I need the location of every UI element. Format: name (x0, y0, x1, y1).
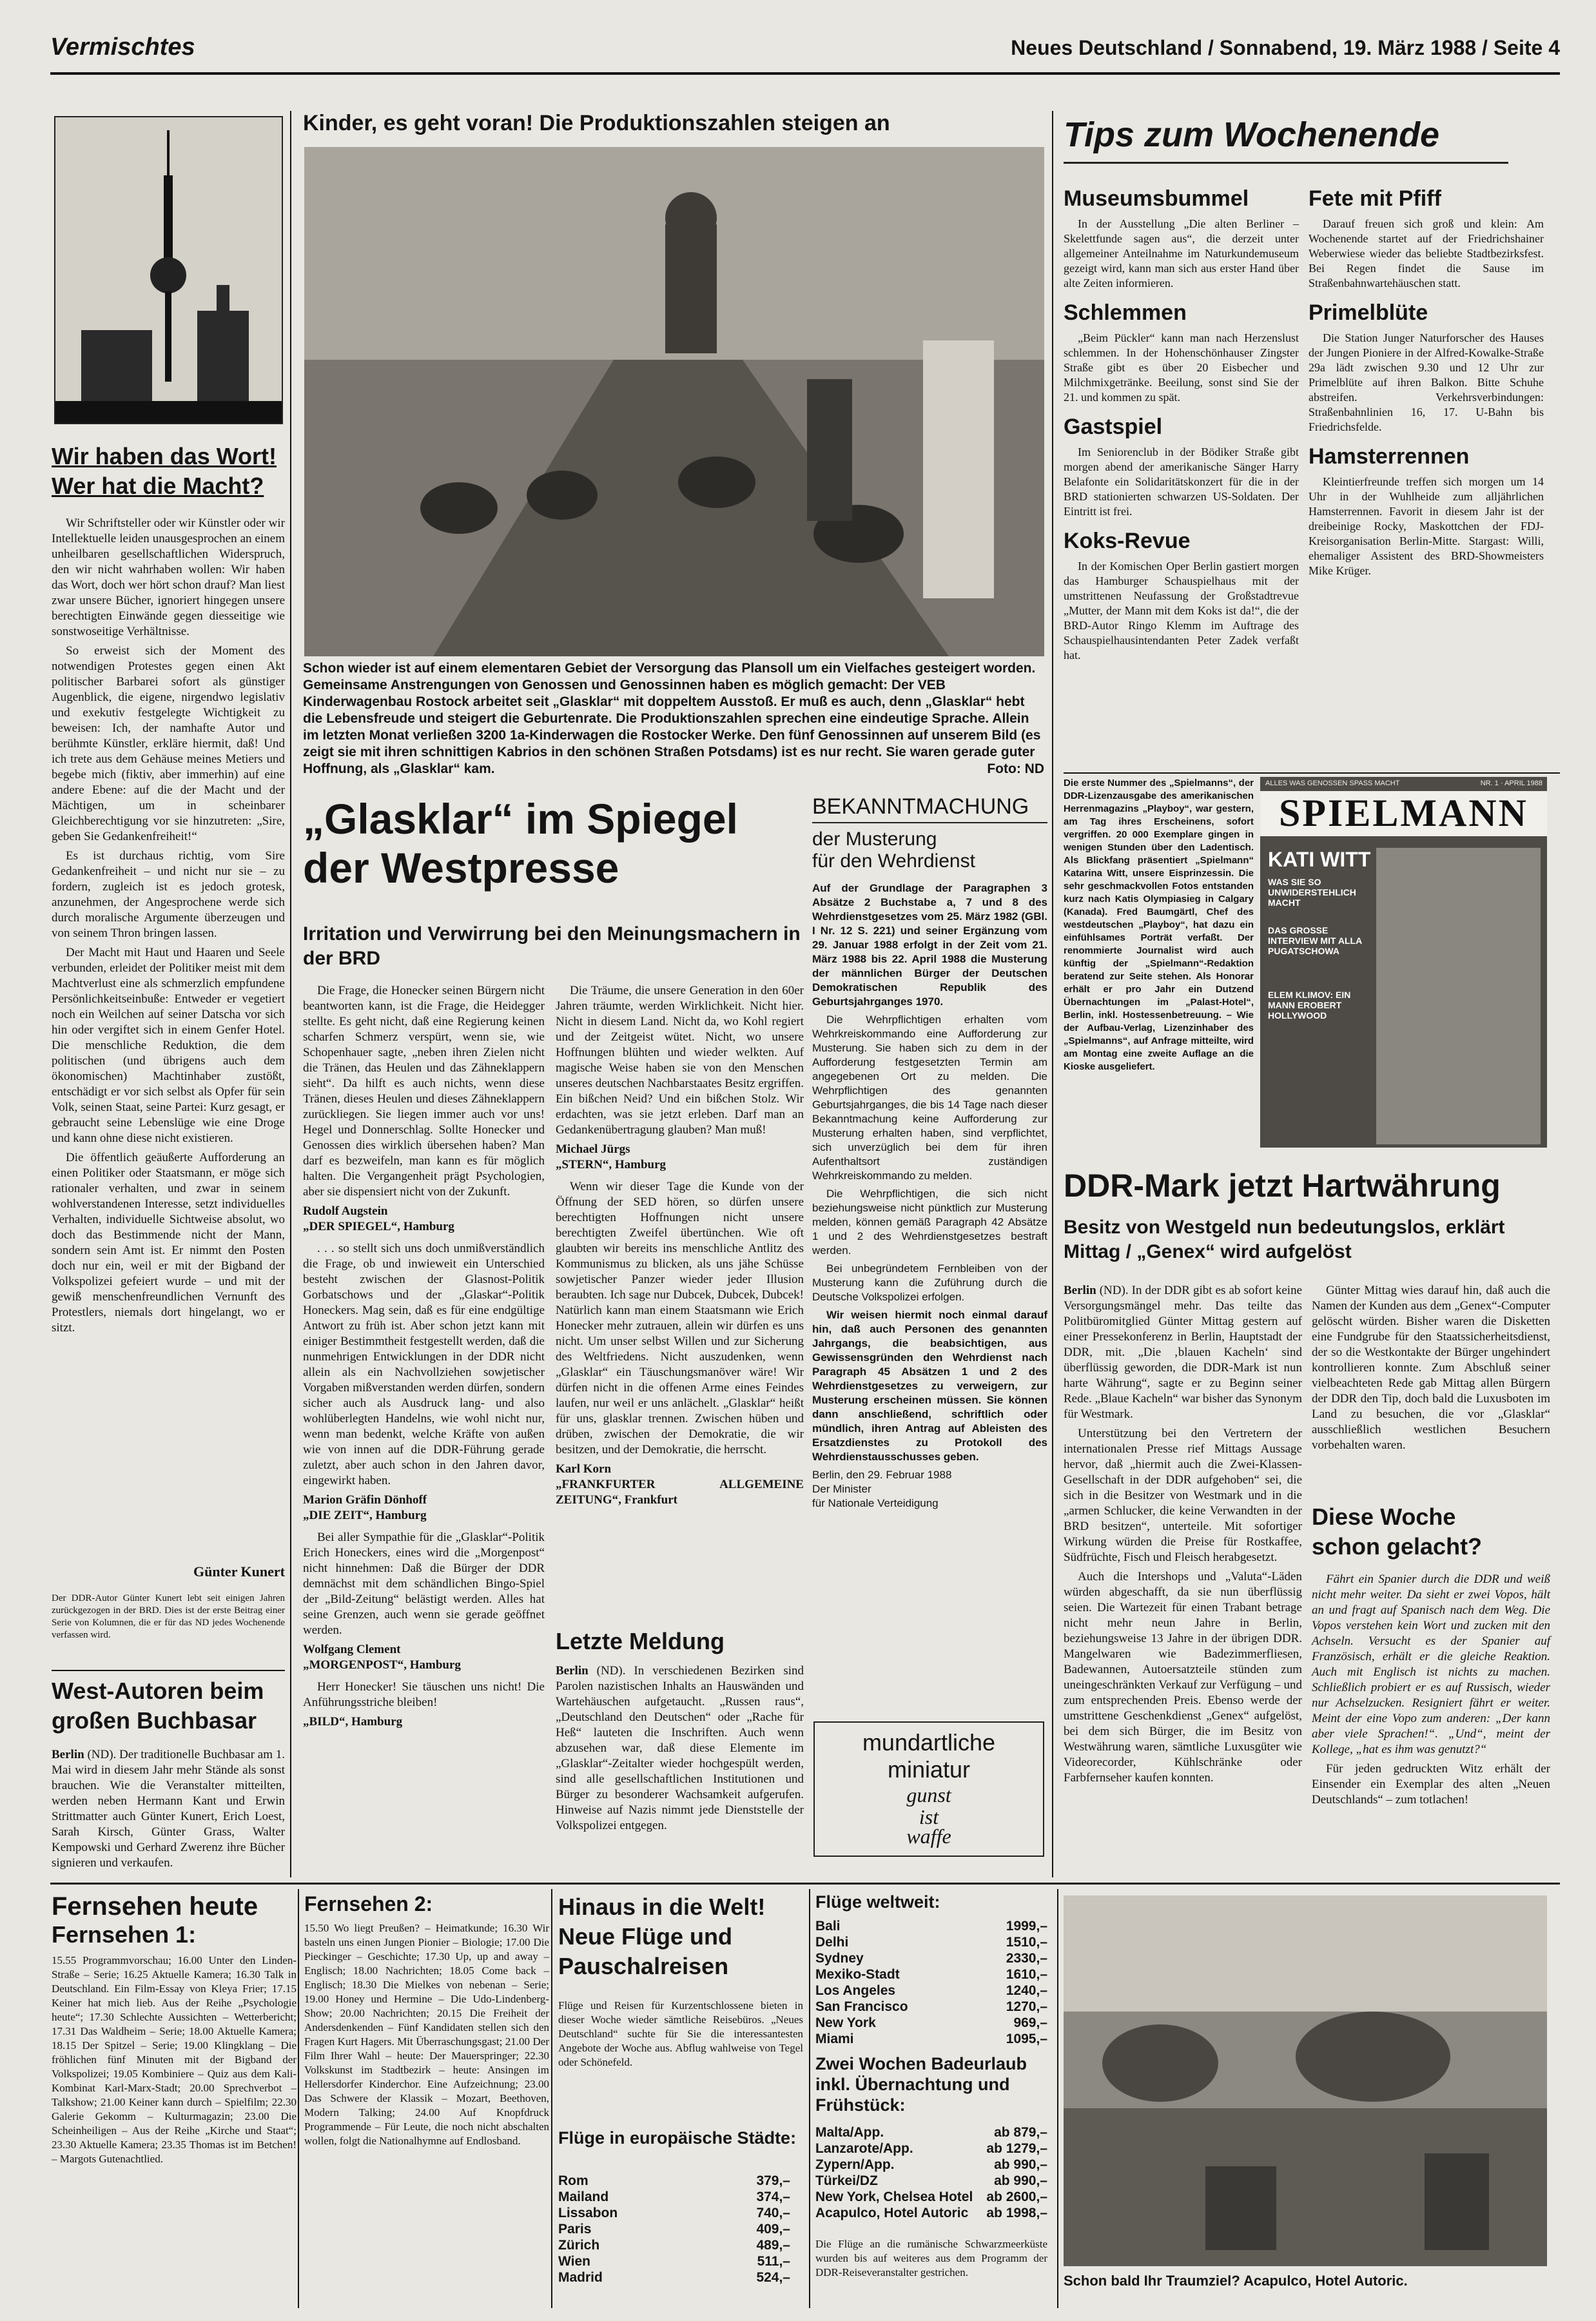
westautoren-title (52, 1676, 285, 1741)
price: 1610,– (1006, 1967, 1047, 1982)
source-name: Wolfgang Clement (303, 1643, 401, 1656)
paragraph: Bei unbegründetem Fernbleiben von der Musterung kann die Zuführung durch die Deutsche Volkspolizei erfolgen. (812, 1262, 1047, 1303)
destination: Bali (815, 1919, 841, 1934)
divider (52, 1670, 285, 1671)
miniatur-title-line2: miniatur (887, 1756, 971, 1783)
stroller-photo (304, 147, 1044, 656)
europa-title: Flüge in europäische Städte: (558, 2128, 797, 2148)
source-paper: „STERN“, Hamburg (556, 1158, 667, 1171)
tips-fete-title: Fete mit Pfiff (1309, 186, 1441, 211)
tips-gastspiel-title: Gastspiel (1064, 415, 1163, 439)
letzte-meldung-body (556, 1663, 804, 1879)
kunert-title (52, 442, 285, 506)
destination: San Francisco (815, 1999, 908, 2014)
tips-col1 (1064, 181, 1299, 787)
paragraph: Kleintierfreunde treffen sich morgen um 14 Uhr in der Wuhlheide zum alljährlichen Hamsterrennen. Favorit in diesem Jahr ist der dreibeinige Rocky, Maskottchen der FDJ-Kreisorganisation Berlin-Mitte. Stargast: Willi, ehemaliger Assistent des BRD-Showmeisters Mike Krüger. (1309, 475, 1544, 577)
tv-tower-icon (55, 117, 282, 423)
spanier-title-line1: Diese Woche (1312, 1503, 1456, 1530)
miniatur-poem-line1: gunst (906, 1783, 951, 1807)
hinaus-title (558, 1892, 803, 1989)
glasklar-col2 (556, 983, 804, 1525)
destination: Acapulco, Hotel Autoric (815, 2206, 969, 2220)
source-name: Marion Gräfin Dönhoff (303, 1493, 427, 1507)
glasklar-col1 (303, 983, 545, 1879)
destination: Delhi (815, 1935, 849, 1950)
cover-title: SPIELMANN (1260, 791, 1547, 836)
fluege-title: Flüge weltweit: (815, 1892, 940, 1912)
paragraph: . . . so stellt sich uns doch unmißverständlich die Frage, ob und inwieweit ein Unterschied besteht zwischen der Glasnost-Politik Gorbatschows und der „Glaskar“-Politik Honeckers. Mag sein, daß es für eine endgültige Antwort zu früh ist. Aber schon jetzt kann mit einiger Bestimmtheit festgestellt werden, daß die nunmehrigen Entwicklungen in der DDR nicht allein als ein Nachvollziehen sowjetischer Vorgaben mißverstanden werden dürfen, sondern sicher auch als Ausdruck lang- und also wohlüberlegten Handelns, wie wohl nicht nur, wenn man bedenkt, welche Kräfte von außen wie von innen auf die DDR-Führung gerade zuletzt, aber auch schon in den Jahren davor, eingewirkt haben. (303, 1242, 545, 1487)
glasklar-title-line2: der Westpresse (303, 844, 619, 892)
bekanntmachung-box (812, 794, 1047, 1710)
price: ab 990,– (994, 2173, 1047, 2188)
destination: New York, Chelsea Hotel (815, 2189, 973, 2204)
letzte-meldung-text: (ND). In verschiedenen Bezirken sind Parolen nazistischen Inhalts an Hauswänden und Wartehäuschen aufgetaucht. „Russen raus“, „Deutschland den Deutschen“ oder „Rache für Heß“ lauteten die Inschriften. Auch wenn abzusehen war, daß diese Elemente im „Glasklar“-Zeitalter wieder hochgespült werden, sind alle gesellschaftlichen Institutionen und Bürger zu besonderer Wachsamkeit aufgerufen. Hinweise auf Nazis nimmt jede Dienststelle der Volkspolizei entgegen. (556, 1664, 804, 1832)
westautoren-title-line1: West-Autoren beim (52, 1678, 264, 1704)
column-rule (298, 1889, 299, 2308)
cover-line3: DAS GROSSE INTERVIEW MIT ALLA PUGATSCHOWA (1268, 925, 1362, 956)
ddrmark-p1: (ND). In der DDR gibt es ab sofort keine Versorgungsmängel mehr. Das teilte das Politbüromitglied Günter Mittag gestern auf einer Pressekonferenz in Berlin, Hauptstadt der DDR, mit. „Die ‚blauen Kacheln‘ sind überflüssig geworden, die DDR-Mark ist nun harte Währung“, sagte er zu Beginn seiner Rede. „Blaue Kacheln“ war bisher das Synonym für Westmark. (1064, 1284, 1303, 1421)
bekanntmachung-kicker: BEKANNTMACHUNG (812, 794, 1047, 823)
paragraph: Es ist durchaus richtig, vom Sire Gedankenfreiheit – und nicht nur sie – zu fordern, zugleich ist es jedoch grotesk, anzunehmen, der Angesprochene werde sich durch moralische Argumente überzeugen und von seinem Thron bringen lassen. (52, 849, 285, 940)
price-row (815, 2015, 1047, 2031)
source-paper: „BILD“, Hamburg (303, 1715, 403, 1729)
sign-place-date: Berlin, den 29. Februar 1988 (812, 1469, 952, 1481)
bade-list (815, 2124, 1047, 2228)
photo-caption (303, 660, 1044, 776)
paragraph: Wenn wir dieser Tage die Kunde von der Öffnung der SED hören, so dürfen unsere berechtigten Hoffnungen nicht unsere berechtigten Zweifel übertünchen. Wie oft glaubten wir bereits ins menschliche Antlitz des Kommunismus zu blicken, als uns jähe Schüsse sowjetischer Panzer wieder jeder Illusion beraubten. Ich sage nur Dubcek, Dubcek, Dubcek! Natürlich kann man einem Staatsmann wie Erich Honecker mehr zutrauen, allein wir dürfen es uns nicht. Um unser selbst Willen und zur Sicherung des Weltfriedens. Nicht auszudenken, wenn „Glasklar“ ein Täuschungsmanöver wäre! Wir dürfen nicht in die offenen Arme eines Feindes laufen, nur weil er uns anlächelt. „Glasklar“ heißt für uns, glasklar trennen. Zwischen hüben und drüben, zwischen der Demokratie, die wir besitzen, und der Demokratie, die herrscht. (556, 1180, 804, 1456)
price-row (558, 2237, 790, 2253)
paragraph: So erweist sich der Moment des notwendigen Protestes gegen einen Akt politischer Barbarei sofort als günstiger Augenblick, die eigene, nirgendwo legislativ und exekutiv festgelegte Wichtigkeit zu beweisen: Ich, der namhafte Autor und berühmte Künstler, erkläre hiermit, daß! Und ich trete aus dem Gehäuse meines Metiers und begebe mich (fiktiv, aber immerhin) auf eine andere Ebene: auf die der Macht und der Mächtigen, um in scheinbarer Gleichberechtigung vor sie hinzutreten: „Sire, geben Sie Gedankenfreiheit!“ (52, 644, 285, 843)
destination: Türkei/DZ (815, 2173, 878, 2188)
paragraph: Die Frage, die Honecker seinen Bürgern nicht beantworten kann, ist die Frage, die Heidegger stellte. Es geht nicht, daß eine Regierung keinen scharfen Schmerz verspürt, wenn sie, wie Schopenhauer sagte, „neben ihren Zielen nicht die Tränen, das Heulen und das Zähneklappern sieht“. Da hilft es auch nichts, wenn diese Tränen, dieses Heulen und dieses Zähneklappern zurückliegen. Sie liegen immer auch vor uns! Hegel und Donnerschlag. Sollte Honecker und Genossen dies wirklich übersehen haben? Man darf es bezweifeln, man kann es für möglich halten. Die Vergangenheit prägt Psychologien, aber sie dispensiert nicht von der Zukunft. (303, 984, 545, 1199)
column-rule (1057, 1889, 1058, 2308)
price-row (815, 1918, 1047, 1934)
paragraph (1064, 1283, 1302, 1422)
hinaus-title-line2: Neue Flüge und (558, 1923, 732, 1950)
source-paper: „DER SPIEGEL“, Hamburg (303, 1220, 454, 1233)
tips-title: Tips zum Wochenende (1064, 115, 1508, 164)
fluege-note: Die Flüge an die rumänische Schwarzmeerküste wurden bis auf weiteres aus dem Programm der DDR-Reiseveranstalter gestrichen. (815, 2238, 1047, 2278)
fernsehen1-body: 15.55 Programmvorschau; 16.00 Unter den Linden-Straße – Serie; 16.25 Aktuelle Kamera; 16.30 Talk in Deutschland. Ein Film-Essay von Kleya Frier; 17.15 Keiner hat mich lieb. Aus der Reihe „Psychologie heute“; 17.30 Schlechte Aussichten – Wetterbericht; 17.31 Das Waldheim – Serie; 18.00 Aktuelle Kamera; 18.15 Der Spitzel – Serie; 19.00 Klingklang – Die fröhlichen fünf Minuten mit der Bigband der Volkspolizei; 19.05 Kombiniere – Quiz aus dem Kali-Kombinat Karl-Marx-Stadt; 20.00 Sprechverbot – Talkshow; 21.00 Keiner kann durch – Spielfilm; 22.30 Galerie Gekomm – Kulturmagazin; 23.00 Die Scheinheiligen – Aus der Reihe „Kirche und Staat“; 23.30 Aktuelle Kamera; 23.35 Thomas ist im Betchen! – Margots Gutenachtlied. (52, 1954, 297, 2165)
pool-photo (1064, 1895, 1547, 2266)
letzte-meldung-title: Letzte Meldung (556, 1628, 725, 1654)
source-paper: „FRANKFURTER ALLGEMEINE ZEITUNG“, Frankfurt (556, 1478, 804, 1507)
stroller-photo-image (304, 147, 1044, 656)
destination: Rom (558, 2173, 589, 2188)
price: 374,– (756, 2189, 790, 2204)
westautoren-title-line2: großen Buchbasar (52, 1707, 257, 1734)
paragraph: „Beim Pückler“ kann man nach Herzenslust schlemmen. In der Hohenschönhauser Zingster Straße gibt es über 20 Eisbecher und Milchmixgetränke. Beeilung, sonst sind Sie der 21. und kommen zu spät. (1064, 331, 1299, 404)
hinaus-title-line1: Hinaus in die Welt! (558, 1894, 766, 1920)
divider (1064, 772, 1560, 774)
fernsehen-title: Fernsehen heute (52, 1892, 258, 1921)
tips-hamster-title: Hamsterrennen (1309, 444, 1470, 469)
price-row (815, 2173, 1047, 2189)
kunert-author: Günter Kunert (193, 1563, 285, 1580)
price: 409,– (756, 2222, 790, 2237)
source-name: Rudolf Augstein (303, 1204, 388, 1218)
section-title: Vermischtes (50, 34, 195, 61)
glasklar-subtitle: Irritation und Verwirrung bei den Meinungsmachern in der BRD (303, 923, 801, 969)
price-row (815, 2157, 1047, 2173)
ddrmark-col2 (1312, 1283, 1550, 1496)
paragraph: Die Wehrpflichtigen, die sich nicht beziehungsweise nicht pünktlich zur Musterung melden, können gemäß Paragraph 42 Absätze 1 und 2 des Wehrdienstgesetzes bestraft werden. (812, 1188, 1047, 1257)
spielmann-cover (1260, 777, 1547, 1148)
miniatur-poem-line3: waffe (906, 1825, 951, 1848)
price-row (815, 2124, 1047, 2140)
kunert-title-line2: Wer hat die Macht? (52, 473, 264, 499)
price-row (815, 1950, 1047, 1966)
destination: Paris (558, 2222, 592, 2237)
paragraph: Unterstützung bei den Vertretern der internationalen Presse rief Mittags Aussage hervor, daß „hiermit auch die Zwei-Klassen-Gesellschaft in der DDR aufgehoben“ sei, die sich in die Besitzer von Westmark und in die „armen Schlucker, die keine Verwandten in der BRD besitzen“, unterteile. Mit sofortiger Wirkung würden die Preise für Rostkaffee, Südfrüchte, Fisch und Fleisch herabgesetzt. (1064, 1427, 1302, 1564)
destination: Lissabon (558, 2206, 618, 2220)
price: 511,– (757, 2254, 790, 2269)
glasklar-title-line1: „Glasklar“ im Spiegel (303, 795, 738, 843)
destination: Los Angeles (815, 1983, 896, 1998)
source-paper: „DIE ZEIT“, Hamburg (303, 1509, 427, 1522)
ddrmark-title: DDR-Mark jetzt Hartwährung (1064, 1168, 1501, 1204)
price-row (558, 2253, 790, 2269)
destination: Miami (815, 2032, 854, 2046)
destination: Wien (558, 2254, 590, 2269)
price-row (815, 2205, 1047, 2221)
column-rule (290, 111, 291, 1877)
price: 1240,– (1006, 1983, 1047, 1998)
destination: Sydney (815, 1951, 864, 1966)
miniatur-poem-line2: ist (919, 1805, 939, 1828)
price: ab 1279,– (986, 2141, 1047, 2156)
westautoren-body (52, 1747, 285, 1879)
price: 489,– (756, 2238, 790, 2253)
kunert-body (52, 516, 285, 1560)
hinaus-body: Flüge und Reisen für Kurzentschlossene bieten in dieser Woche wieder sämtliche Reisebüros. „Neues Deutschland“ suchte für Sie die interessantesten Angebote der Woche aus. Abflug wahlweise von Tegel oder Schönefeld. (558, 1999, 803, 2068)
ddrmark-subtitle: Besitz von Westgeld nun bedeutungslos, erklärt Mittag / „Genex“ wird aufgelöst (1064, 1217, 1505, 1262)
paragraph: Herr Honecker! Sie täuschen uns nicht! Die Anführungsstriche bleiben! (303, 1680, 545, 1709)
sign-ministry: für Nationale Verteidigung (812, 1497, 939, 1509)
bade-title: Zwei Wochen Badeurlaub inkl. Übernachtung und Frühstück: (815, 2054, 1027, 2115)
price-row (815, 1934, 1047, 1950)
price: 2330,– (1006, 1951, 1047, 1966)
price: ab 990,– (994, 2157, 1047, 2172)
paragraph: In der Komischen Oper Berlin gastiert morgen das Hamburger Schauspielhaus mit der umstrittenen Neufassung der Großstadtrevue „Mutter, der Mann mit dem Koks ist da!“, die der BRD-Autor Ringo Klemm im Auftrage des Schauspielhausintendanten Peter Zadek verfaßt hat. (1064, 560, 1299, 661)
cover-line2: WAS SIE SO UNWIDERSTEHLICH MACHT (1268, 877, 1356, 908)
source-name: Karl Korn (556, 1462, 612, 1476)
price: ab 879,– (994, 2125, 1047, 2140)
price: 1270,– (1006, 1999, 1047, 2014)
price: ab 1998,– (986, 2206, 1047, 2220)
price-row (815, 2140, 1047, 2157)
tv-tower-illustration (54, 116, 283, 424)
miniatur-box (813, 1721, 1044, 1857)
column-rule (1052, 111, 1053, 1877)
glasklar-title (303, 794, 806, 904)
dateline: Berlin (52, 1748, 84, 1761)
price: 969,– (1013, 2015, 1047, 2030)
price: 740,– (756, 2206, 790, 2220)
destination: Malta/App. (815, 2125, 884, 2140)
price-row (558, 2173, 790, 2189)
tips-col2 (1309, 181, 1544, 787)
cover-issue: NR. 1 · APRIL 1988 (1480, 779, 1542, 787)
paragraph: Die Station Junger Naturforscher des Hauses der Jungen Pioniere in der Alfred-Kowalke-Straße 29a lädt zwischen 9.30 und 12 Uhr zur Primelblüte auf ihren Balkon. Bitte Schuhe abstreifen. Verkehrsverbindungen: Straßenbahnlinien 16, 17. U-Bahn bis Friedrichsfelde. (1309, 331, 1544, 433)
destination: Zypern/App. (815, 2157, 895, 2172)
westautoren-text: (ND). Der traditionelle Buchbasar am 1. Mai wird in diesem Jahr mehr Stände als sonst brauchen. Wie die Veranstalter mitteilten, werden neben Hermann Kant und Erwin Strittmatter auch Günter Kunert, Erich Loest, Sarah Kirsch, Günter Grass, Walter Kempowski und Gerhard Zwerenz ihre Bücher signieren und verkaufen. (52, 1748, 285, 1870)
destination: Mailand (558, 2189, 609, 2204)
spanier-title (1312, 1502, 1550, 1567)
destination: Mexiko-Stadt (815, 1967, 900, 1982)
price-row (558, 2189, 790, 2205)
destination: Madrid (558, 2270, 603, 2285)
paragraph: Die Träume, die unsere Generation in den 60er Jahren träumte, werden Wirklichkeit. Nicht hier. Nicht in diesem Land. Nicht da, wo Kohl regiert und der Zeitgeist wütet. Nicht, wo unsere Hoffnungen blühten und wieder welkten. Auf magische Weise haben sie von den Menschen unseres deutschen Nachbarstaates Besitz ergriffen. Ein bißchen Neid? Und ein bißchen Stolz. Wir erdachten, was sie jetzt erleben. Darf man an Gedankenübertragung glauben? Man muß! (556, 984, 804, 1137)
europa-list (558, 2173, 790, 2302)
price-row (558, 2205, 790, 2221)
kunert-note: Der DDR-Autor Günter Kunert lebt seit einigen Jahren zurückgezogen in der BRD. Dies ist der erste Beitrag einer Serie von Kolumnen, die er für das ND jedes Wochenende verfassen wird. (52, 1593, 285, 1640)
paragraph: Darauf freuen sich groß und klein: Am Wochenende startet auf der Friedrichshainer Weberwiese wieder das beliebte Stadtbezirksfest. Bei Regen findet die Sause im Straßenbahnwartehäuschen statt. (1309, 217, 1544, 289)
destination: Lanzarote/App. (815, 2141, 913, 2156)
cover-photo (1376, 848, 1541, 1144)
paragraph: Bei aller Sympathie für die „Glasklar“-Politik Erich Honeckers, eines wird die „Morgenpost“ nicht hinnehmen: Daß die Bürger der DDR demnächst mit dem schändlichen Bingo-Spiel der „Bild-Zeitung“ belästigt werden. Alles hat seine Grenzen, auch wenn sie gerade geöffnet werden. (303, 1531, 545, 1637)
tips-koks-title: Koks-Revue (1064, 529, 1191, 553)
tips-museum-title: Museumsbummel (1064, 186, 1249, 211)
destination: Zürich (558, 2238, 600, 2253)
column-rule (551, 1889, 552, 2308)
price-row (815, 1983, 1047, 1999)
spielmann-text: Die erste Nummer des „Spielmanns“, der DDR-Lizenzausgabe des amerikanischen Herrenmagazins „Playboy“, war gestern, am Tag ihres Erscheinens, sofort vergriffen. 20 000 Exemplare gingen in wenigen Stunden über den Ladentisch. Als Blickfang präsentiert „Spielmann“ Katarina Witt, unsere Eisprinzessin. Die sehr geschmackvollen Fotos entstanden kurz nach Katis Olympiasieg in Calgary (Kanada). Fred Baumgärtl, Chef des westdeutschen „Playboy“, hat dazu ein einfühlsames Porträt verfaßt. Der renommierte Journalist wird auch künftig der „Spielmann“-Redaktion beratend zur Seite stehen. Als Honorar erhält er pro Jahr ein Dutzend Übernachtungen im „Palast-Hotel“, Berlin, inkl. Hostessenbetreuung. – Wie der Aufbau-Verlag, Lizenzinhaber des „Spielmanns“, auf Anfrage mitteilte, wird am Montag eine zweite Auflage an die Kioske ausgeliefert. (1064, 778, 1254, 1072)
column-rule (809, 1889, 810, 2308)
destination: New York (815, 2015, 876, 2030)
paragraph: Die öffentlich geäußerte Aufforderung an einen Politiker oder Staatsmann, er möge sich rationaler verhalten, und zwar in seinem wohlverstandenen Interesse, setzt individuelles Verhalten, individuelle Sichtweise absolut, wo doch das Bestimmende nicht der Mann, sondern sein Amt ist. Er nimmt den Posten doch nur ein, weil er mit der Bigband der Volkspolizei gefeiert wurde – und mit der gewiß menschenfreundlichen Vernunft des Protestlers, niemals dort hingelangt, wo er sitzt. (52, 1151, 285, 1335)
paragraph: In der Ausstellung „Die alten Berliner – Skelettfunde sagen aus“, die derzeit unter allgemeiner Anteilnahme im Naturkundemuseum gezeigt wird, kann man sich aus erster Hand über alte Zeiten informieren. (1064, 217, 1299, 289)
paragraph: Der Macht mit Haut und Haaren und Seele verbunden, erleidet der Politiker meist mit dem Machtverlust eine als schmerzlich empfundene Persönlichkeitseinbuße: Entweder er vegetiert noch ein Weilchen auf seiner Datscha vor sich hin oder vergiftet sich in einem Genfer Hotel. Die menschliche Reduktion, die dem politischen (und übrigens auch dem ökonomischen) Machtinhaber zustößt, entschädigt er vor sich selbst als Opfer für sein Volk, seinen Staat, seine Partei: Kurz gesagt, er gebraucht seine Lebenslüge wie eine Droge und kann ohne diese nicht existieren. (52, 946, 285, 1145)
dateline: Berlin (1064, 1284, 1096, 1297)
bekanntmachung-body (812, 881, 1047, 1511)
cover-line1: KATI WITT (1268, 848, 1371, 871)
price-row (815, 1999, 1047, 2015)
miniatur-title-line1: mundartliche (862, 1729, 996, 1756)
price: 1999,– (1006, 1919, 1047, 1934)
ddrmark-col1 (1064, 1283, 1302, 1876)
dateline: Berlin (556, 1664, 589, 1678)
section-rule (50, 1883, 1560, 1885)
fernsehen2-title: Fernsehen 2: (304, 1892, 433, 1915)
bekanntmachung-title-line1: der Musterung (812, 828, 937, 850)
pool-photo-image (1064, 1895, 1547, 2266)
spanier-title-line2: schon gelacht? (1312, 1533, 1483, 1560)
price: 524,– (756, 2270, 790, 2285)
tips-schlemmen-title: Schlemmen (1064, 300, 1187, 325)
price-row (815, 1966, 1047, 1983)
sign-role: Der Minister (812, 1483, 871, 1495)
paragraph: Wir Schriftsteller oder wir Künstler oder wir Intellektuelle leiden unausgesprochen an einem unheilbaren gesellschaftlichen Widerspruch, den wir nicht wahrhaben wollen: Wir haben das Wort, doch wer hört schon drauf? Man liest zwar unsere Bücher, ignoriert hingegen unsere berechtigten Einwände gegen diesseitige wie sonstwoseitige Verhältnisse. (52, 516, 285, 638)
paragraph: Fährt ein Spanier durch die DDR und weiß nicht mehr weiter. Da sieht er zwei Vopos, hält an und fragt auf Spanisch nach dem Weg. Die Vopos verstehen kein Wort und zucken mit den Achseln. Versucht es der Spanier auf Französisch, erhält er die gleiche Reaktion. Auch mit Englisch ist nichts zu machen. Schließlich probiert er es auf Russisch, wieder nur Achselzucken. Resigniert fährt er weiter. Meint der eine Vopo zum anderen: „Der kann aber viele Sprachen!“. „Und“, meint der Kollege, „hat es ihm was genutzt?“ (1312, 1572, 1550, 1756)
paragraph: Für jeden gedruckten Witz erhält der Einsender ein Exemplar des alten „Neuen Deutschlands“ – zum totlachen! (1312, 1762, 1550, 1807)
masthead-rule (50, 72, 1560, 75)
photo-credit: Foto: ND (987, 761, 1044, 776)
kunert-title-line1: Wir haben das Wort! (52, 443, 277, 469)
price-row (558, 2269, 790, 2286)
price-row (815, 2189, 1047, 2205)
price: 1095,– (1006, 2032, 1047, 2046)
paragraph: Im Seniorenclub in der Bödiker Straße gibt morgen abend der amerikanische Sänger Harry Belafonte ein Solidaritätskonzert für die in der BRD stationierten schwarzen US-Soldaten. Der Eintritt ist frei. (1064, 446, 1299, 518)
fernsehen2-body: 15.50 Wo liegt Preußen? – Heimatkunde; 16.30 Wir basteln uns einen Jungen Pionier – Biologie; 17.00 Die Pieckinger – Geschichte; 17.30 Up, up and away – Englisch; 18.00 Nachrichten; 18.05 Come back – Englisch; 18.30 Die Mielkes von nebenan – Serie; 19.00 Honey und Hermine – Die Udo-Lindenberg-Show; 20.00 Nachrichten; 20.15 Die Freiheit der Andersdenkenden – Fünf Kandidaten stellen sich den Fragen Kurt Hagers. Mit Überraschungsgast; 21.00 Der Film Ihrer Wahl – heute: Der Mauerspringer; 22.30 Volkskunst im Stadtbezirk – heute: Ansingen im Hellersdorfer Kinderchor. Eine Aufzeichnung; 23.00 Das Schwere der Klassik – Mozart, Beethoven, Modern Talking; 24.00 Auf Knopfdruck Programmende – Für Leute, die noch nicht abschalten wollen, folgt die Nationalhymne auf Endlosband. (304, 1922, 549, 2147)
world-list (815, 1918, 1047, 2053)
cover-line4: ELEM KLIMOV: EIN MANN EROBERT HOLLYWOOD (1268, 990, 1351, 1021)
spanier-body (1312, 1572, 1550, 1878)
price-row (815, 2031, 1047, 2047)
tips-primel-title: Primelblüte (1309, 300, 1428, 325)
pool-caption: Schon bald Ihr Traumziel? Acapulco, Hotel Autoric. (1064, 2273, 1408, 2289)
fernsehen1-subtitle: Fernsehen 1: (52, 1921, 197, 1948)
price: 379,– (756, 2173, 790, 2188)
paragraph: Günter Mittag wies darauf hin, daß auch die Namen der Kunden aus dem „Genex“-Computer gelöscht würden. Bisher waren die Disketten eine Fundgrube für den Staatssicherheitsdienst, der so die Westkontakte der Bürger ungehindert kontrollieren konnte. Zum Abschluß seiner vielbeachteten Rede gab Mittag allen Bürgern der DDR den Tip, doch bald die Luxusboten im Land zu besuchen, die vor „Glasklar“ ausschließlich westlichen Besuchern vorbehalten waren. (1312, 1284, 1550, 1452)
price-row (558, 2221, 790, 2237)
hinaus-title-line3: Pauschalreisen (558, 1953, 729, 1979)
paragraph: Auch die Intershops und „Valuta“-Läden würden abgeschafft, da sie nun überflüssig seien. Die Wartezeit für einen Trabant betrage nicht mehr neun Jahre in Berlin, beziehungsweise 13 Jahre in der übrigen DDR. Mangelwaren wie Badezimmerfliesen, Badewannen, Autoersatzteile stünden zum uneingeschränkten Verkauf zur Verfügung – und zum entsprechenden Preis. Ebenso werde der umstrittene Geschenkdienst „Genex“ aufgelöst, bei dem sich Bürger, die im Besitz von Westwährung waren, sämtliche Luxusgüter wie Videorecorder, Kühlschränke oder Farbfernseher kaufen konnten. (1064, 1570, 1302, 1785)
photo-caption-text: Schon wieder ist auf einem elementaren Gebiet der Versorgung das Plansoll um ein Vielfaches gesteigert worden. Gemeinsame Anstrengungen von Genossen und Genossinnen haben es möglich gemacht: Der VEB Kinderwagenbau Rostock arbeitet seit „Glasklar“ mit doppeltem Ausstoß. Er muß es auch, denn „Glasklar“ hebt die Lebensfreude und steigert die Geburtenrate. Die Produktionszahlen sprechen eine eindeutige Sprache. Allein im letzten Monat verließen 3200 1a-Kinderwagen die Rostocker Werke. Den fünf Genossinnen auf unserem Bild (es zeigt sie mit ihren schnittigen Kabrios in den schönen Straßen Potsdams) ist es nur recht. Sie waren gerade guter Hoffnung, als „Glasklar“ kam. (303, 661, 1041, 776)
source-name: Michael Jürgs (556, 1142, 630, 1156)
paragraph: Wir weisen hiermit noch einmal darauf hin, daß auch Personen des genannten Jahrgangs, die beabsichtigen, aus Gewissensgründen den Wehrdienst nach Paragraph 45 Absätzen 1 und 2 des Wehrdienstgesetzes zu verweigern, zur Musterung erscheinen müssen. Sie können dann anschließend, schriftlich oder mündlich, ihren Antrag auf Ableisten des Ersatzdienstes zu Protokoll des Wehrdienstausschusses geben. (812, 1309, 1047, 1463)
cover-kicker: ALLES WAS GENOSSEN SPASS MACHT (1265, 779, 1400, 787)
paragraph: Die Wehrpflichtigen erhalten vom Wehrkreiskommando eine Aufforderung zur Musterung. Sie haben sich zu dem in der Aufforderung festgesetzten Termin am angegebenen Ort zu melden. Die Wehrpflichtigen des genannten Geburtsjahrganges, die bis 14 Tage nach dieser Bekanntmachung keine Aufforderung zur Musterung erhalten haben, sind verpflichtet, sich unverzüglich bei dem für ihren Aufenthaltsort zuständigen Wehrkreiskommando zu melden. (812, 1014, 1047, 1182)
bekanntmachung-title-line2: für den Wehrdienst (812, 850, 975, 872)
price: ab 2600,– (986, 2189, 1047, 2204)
price: 1510,– (1006, 1935, 1047, 1950)
source-paper: „MORGENPOST“, Hamburg (303, 1658, 461, 1672)
paper-info: Neues Deutschland / Sonnabend, 19. März 1988 / Seite 4 (1011, 36, 1560, 59)
paragraph: Auf der Grundlage der Paragraphen 3 Absätze 2 Buchstabe a, 7 und 8 des Wehrdienstgesetzes vom 25. März 1982 (GBl. I Nr. 12 S. 221) und seiner Ergänzung vom 29. Januar 1988 erfolgt in der Zeit vom 21. März 1988 bis 22. April 1988 die Musterung der männlichen Bürger der Deutschen Demokratischen Republik des Geburtsjahrganges 1970. (812, 882, 1047, 1008)
photo-title: Kinder, es geht voran! Die Produktionszahlen steigen an (303, 111, 890, 135)
